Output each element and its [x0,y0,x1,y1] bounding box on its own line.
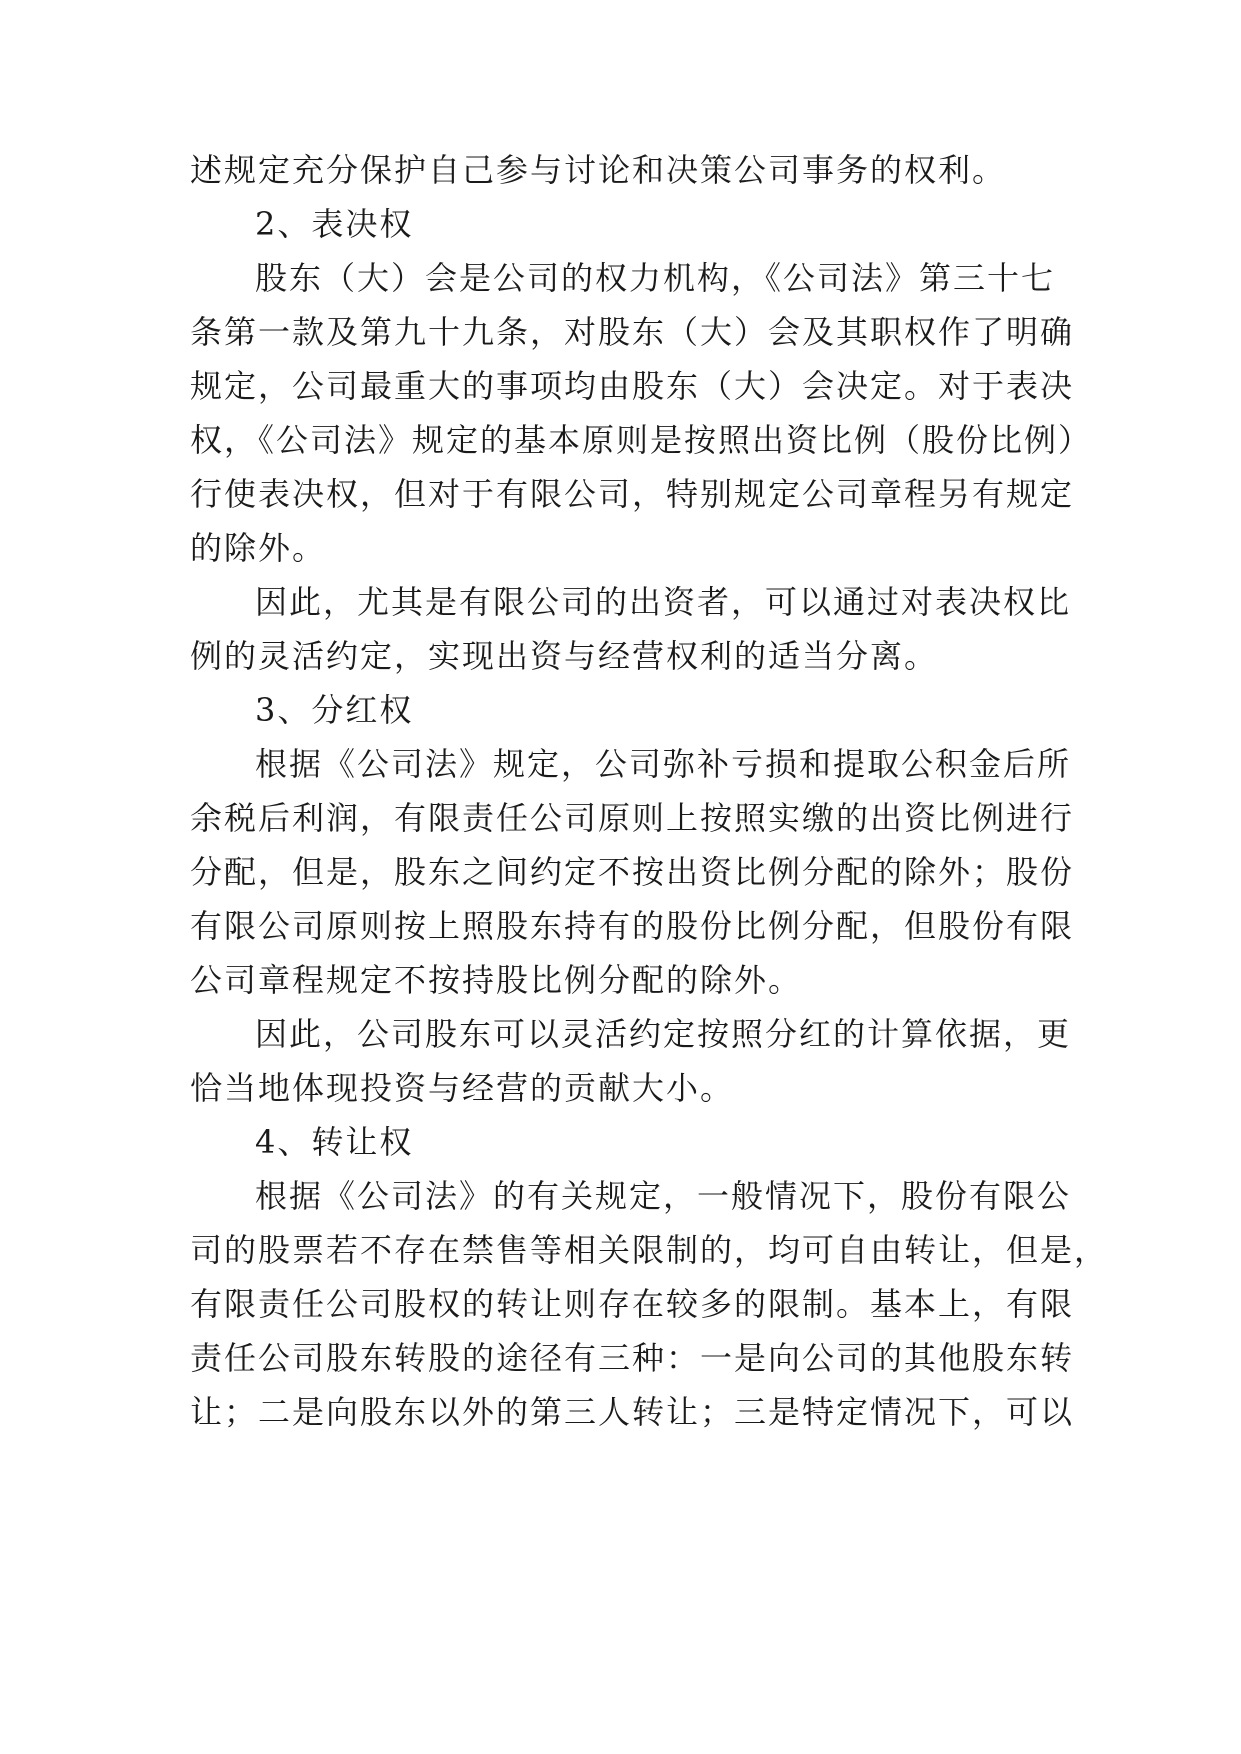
text-line: 因此，公司股东可以灵活约定按照分红的计算依据，更 [255,1015,1072,1053]
text-line: 分配，但是，股东之间约定不按出资比例分配的除外；股份 [190,853,1075,891]
text-line: 有限责任公司股权的转让则存在较多的限制。基本上，有限 [190,1285,1075,1323]
text-line: 让；二是向股东以外的第三人转让；三是特定情况下，可以 [190,1393,1075,1431]
text-line: 规定，公司最重大的事项均由股东（大）会决定。对于表决 [190,367,1075,405]
text-line: 余税后利润，有限责任公司原则上按照实缴的出资比例进行 [190,799,1075,837]
text-line: 司的股票若不存在禁售等相关限制的，均可自由转让，但是， [190,1231,1109,1269]
text-line: 因此，尤其是有限公司的出资者，可以通过对表决权比 [255,583,1072,621]
text-line: 有限公司原则按上照股东持有的股份比例分配，但股份有限 [190,907,1075,945]
text-line: 的除外。 [190,529,327,567]
text-line: 恰当地体现投资与经营的贡献大小。 [190,1069,735,1107]
section-heading-voting-rights: 2、表决权 [255,205,414,243]
section-heading-dividend-rights: 3、分红权 [255,691,414,729]
text-line: 条第一款及第九十九条，对股东（大）会及其职权作了明确 [190,313,1075,351]
text-line: 公司章程规定不按持股比例分配的除外。 [190,961,803,999]
section-heading-transfer-rights: 4、转让权 [255,1123,414,1161]
text-line: 责任公司股东转股的途径有三种：一是向公司的其他股东转 [190,1339,1075,1377]
text-line: 述规定充分保护自己参与讨论和决策公司事务的权利。 [190,151,1007,189]
text-line: 根据《公司法》的有关规定，一般情况下，股份有限公 [255,1177,1072,1215]
text-line: 权，《公司法》规定的基本原则是按照出资比例（股份比例） [190,421,1093,459]
text-line: 股东（大）会是公司的权力机构，《公司法》第三十七 [255,259,1056,297]
text-line: 根据《公司法》规定，公司弥补亏损和提取公积金后所 [255,745,1072,783]
text-line: 行使表决权，但对于有限公司，特别规定公司章程另有规定 [190,475,1075,513]
text-line: 例的灵活约定，实现出资与经营权利的适当分离。 [190,637,939,675]
